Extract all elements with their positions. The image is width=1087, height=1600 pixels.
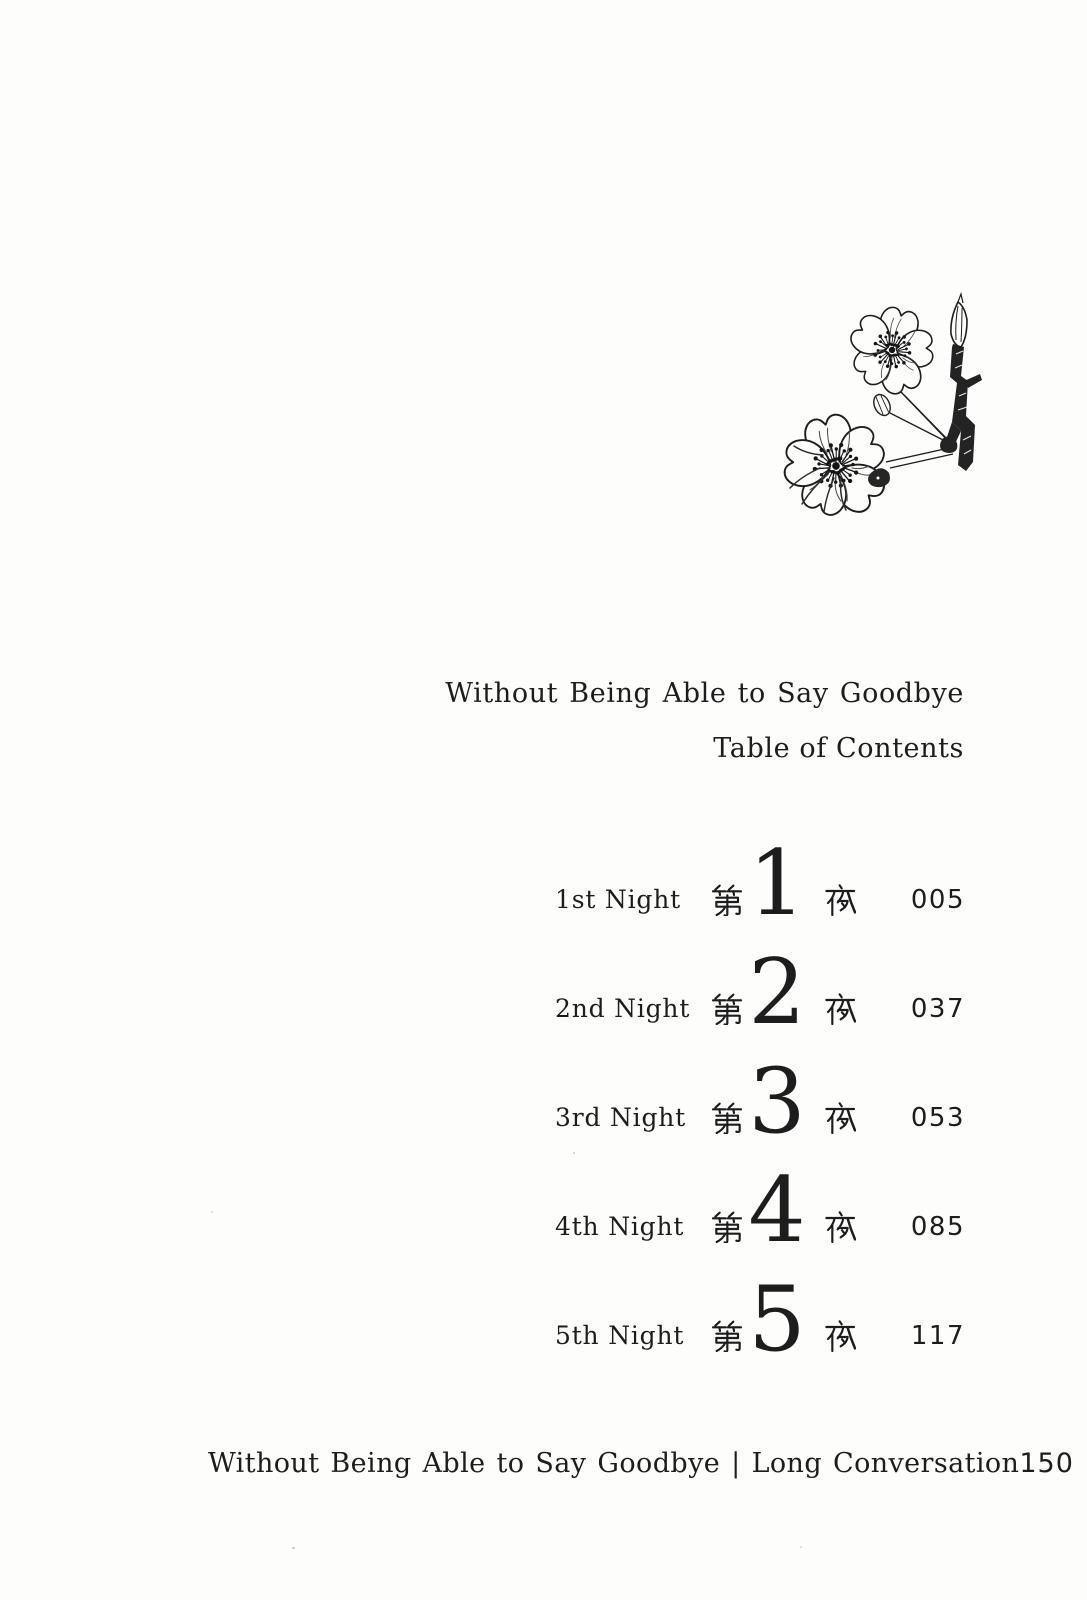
kanji-dai-icon — [711, 993, 743, 1025]
chapter-page-number: 117 — [910, 1320, 965, 1351]
kanji-dai-icon — [711, 1102, 743, 1134]
chapter-page-number: 037 — [910, 993, 965, 1024]
chapter-number: 5 — [748, 1266, 806, 1372]
toc-row-4th-night — [555, 1157, 965, 1270]
footer-page-number: 150 — [1019, 1448, 1074, 1479]
chapter-unit — [711, 1048, 856, 1154]
table-of-contents — [555, 830, 965, 1379]
kanji-yoru-icon — [824, 884, 856, 916]
flower-bud — [951, 294, 967, 347]
kanji-dai-icon — [711, 1320, 743, 1352]
chapter-label: 3rd Night — [555, 1103, 687, 1132]
flower-stems — [886, 391, 953, 468]
scan-speck — [800, 1546, 802, 1548]
toc-row-1st-night — [555, 830, 965, 943]
footer — [208, 1448, 1074, 1479]
chapter-unit — [711, 1266, 856, 1372]
page-title: Table of Contents — [713, 733, 964, 764]
blossom-upper — [836, 298, 946, 406]
kanji-yoru-icon — [824, 1102, 856, 1134]
title-block — [445, 680, 964, 762]
calyx-highlight — [877, 477, 880, 480]
chapter-label: 5th Night — [555, 1321, 685, 1350]
kanji-dai-icon — [711, 884, 743, 916]
chapter-unit — [711, 830, 856, 936]
kanji-yoru-icon — [824, 1320, 856, 1352]
chapter-number: 4 — [748, 1157, 806, 1263]
book-title: Without Being Able to Say Goodbye — [445, 678, 964, 709]
kanji-yoru-icon — [824, 993, 856, 1025]
chapter-number: 1 — [748, 830, 806, 936]
cherry-blossom-illustration — [740, 250, 1010, 560]
chapter-page-number: 053 — [910, 1102, 965, 1133]
chapter-number: 3 — [748, 1048, 806, 1154]
chapter-label: 1st Night — [555, 885, 681, 914]
chapter-label: 2nd Night — [555, 994, 691, 1023]
chapter-unit — [711, 939, 856, 1045]
scan-speck — [211, 1211, 213, 1213]
kanji-yoru-icon — [824, 1211, 856, 1243]
scan-speck — [573, 1152, 575, 1154]
chapter-number: 2 — [748, 939, 806, 1045]
toc-row-3rd-night — [555, 1048, 965, 1161]
chapter-page-number: 005 — [910, 884, 965, 915]
scan-speck — [292, 1547, 295, 1549]
chapter-unit — [711, 1157, 856, 1263]
toc-row-2nd-night — [555, 939, 965, 1052]
toc-row-5th-night — [555, 1266, 965, 1379]
chapter-label: 4th Night — [555, 1212, 685, 1241]
chapter-page-number: 085 — [910, 1211, 965, 1242]
kanji-dai-icon — [711, 1211, 743, 1243]
footer-title: Without Being Able to Say Goodbye | Long Conversation — [208, 1448, 1020, 1479]
small-bud — [871, 392, 894, 418]
